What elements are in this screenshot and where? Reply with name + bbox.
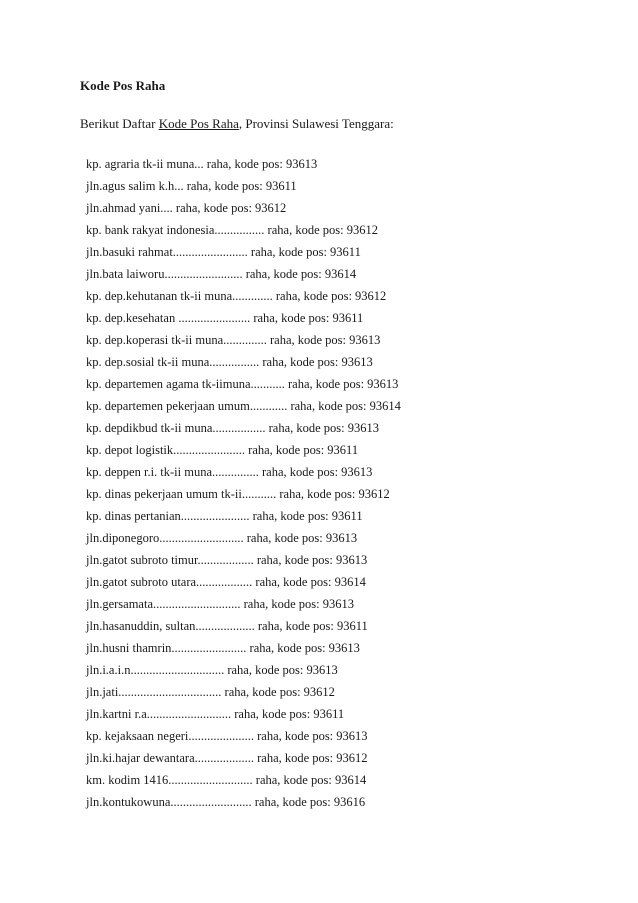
list-item: jln.hasanuddin, sultan................... raha, kode pos: 93611 [86,619,368,633]
list-item: jln.gatot subroto timur.................. raha, kode pos: 93613 [86,553,368,567]
list-item: jln.bata laiworu......................... raha, kode pos: 93614 [86,267,357,281]
list-item: jln.jati................................. raha, kode pos: 93612 [86,685,335,699]
list-item: kp. departemen agama tk-iimuna........... raha, kode pos: 93613 [86,377,399,391]
list-item: kp. depot logistik....................... raha, kode pos: 93611 [86,443,359,457]
list-item: jln.basuki rahmat........................ raha, kode pos: 93611 [86,245,361,259]
intro-suffix: , Provinsi Sulawesi Tenggara: [238,116,394,131]
list-item: jln.gatot subroto utara.................. raha, kode pos: 93614 [86,575,366,589]
list-item: kp. kejaksaan negeri..................... raha, kode pos: 93613 [86,729,368,743]
list-item: jln.i.a.i.n.............................. raha, kode pos: 93613 [86,663,338,677]
list-item: jln.agus salim k.h... raha, kode pos: 93611 [86,179,297,193]
list-item: kp. dinas pekerjaan umum tk-ii........... raha, kode pos: 93612 [86,487,390,501]
intro-prefix: Berikut Daftar [80,116,159,131]
list-item: kp. dep.sosial tk-ii muna................ raha, kode pos: 93613 [86,355,373,369]
list-item: jln.gersamata............................ raha, kode pos: 93613 [86,597,355,611]
list-item: kp. dinas pertanian...................... raha, kode pos: 93611 [86,509,363,523]
list-item: jln.kontukowuna.......................... raha, kode pos: 93616 [86,795,366,809]
list-item: kp. departemen pekerjaan umum............ raha, kode pos: 93614 [86,399,401,413]
document-title: Kode Pos Raha [80,78,166,93]
list-item: kp. deppen r.i. tk-ii muna............... raha, kode pos: 93613 [86,465,373,479]
list-item: kp. dep.kehutanan tk-ii muna............. raha, kode pos: 93612 [86,289,387,303]
intro-paragraph [80,116,394,132]
list-item: jln.kartni r.a........................... raha, kode pos: 93611 [86,707,345,721]
kode-pos-raha-link[interactable]: Kode Pos Raha [158,116,239,131]
list-item: kp. dep.koperasi tk-ii muna.............. raha, kode pos: 93613 [86,333,381,347]
list-item: kp. depdikbud tk-ii muna................. raha, kode pos: 93613 [86,421,380,435]
list-item: km. kodim 1416........................... raha, kode pos: 93614 [86,773,367,787]
list-item: kp. dep.kesehatan ....................... raha, kode pos: 93611 [86,311,364,325]
list-item: jln.ki.hajar dewantara................... raha, kode pos: 93612 [86,751,368,765]
list-item: kp. bank rakyat indonesia................ raha, kode pos: 93612 [86,223,378,237]
list-item: kp. agraria tk-ii muna... raha, kode pos: 93613 [86,157,318,171]
list-item: jln.diponegoro........................... raha, kode pos: 93613 [86,531,358,545]
postal-code-list [86,156,401,816]
list-item: jln.husni thamrin........................ raha, kode pos: 93613 [86,641,360,655]
list-item: jln.ahmad yani.... raha, kode pos: 93612 [86,201,287,215]
